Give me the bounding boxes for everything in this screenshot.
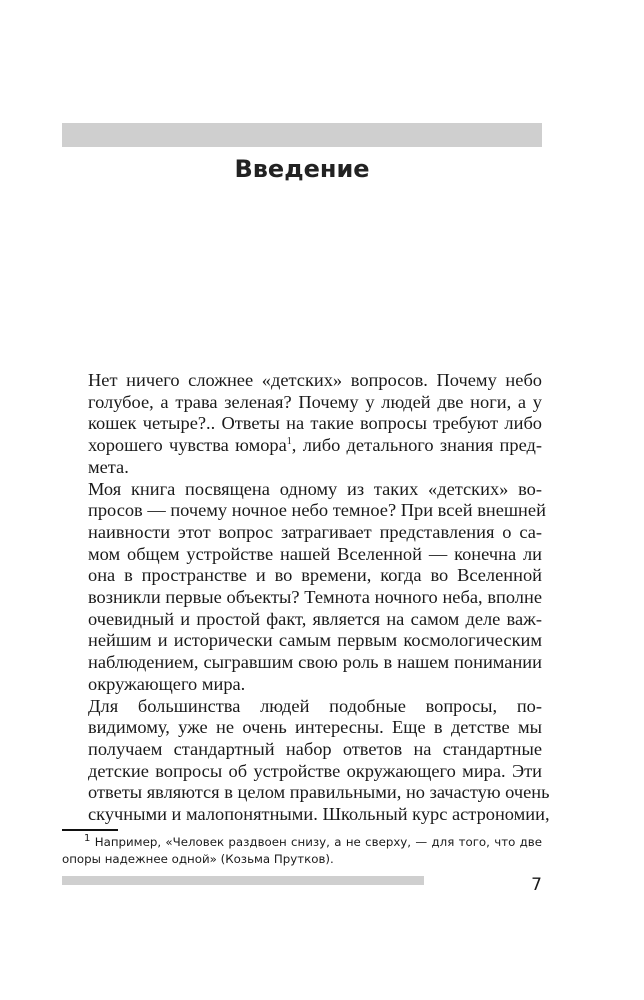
text-line: просов — почему ночное небо темное? При всей внешней: [88, 500, 546, 521]
text-line: детские вопросы об устройстве окружающего мира. Эти: [88, 760, 542, 781]
text-fragment: , либо детального знания пред-: [291, 435, 542, 456]
footnote-mark: 1: [84, 833, 91, 845]
header-bar: [62, 123, 542, 147]
text-line: Для большинства людей подобные вопросы, по-: [88, 695, 542, 716]
footnote-reference[interactable]: 1: [286, 435, 292, 447]
body-text: [62, 370, 550, 826]
text-line: видимому, уже не очень интересны. Еще в детстве мы: [88, 717, 542, 738]
paragraph-2: [62, 478, 546, 696]
footnote-text: Например, «Человек раздвоен снизу, а не сверху, — для того, что две: [94, 835, 543, 849]
text-line: наблюдением, сыгравшим свою роль в нашем понимании: [88, 652, 542, 673]
text-line: голубое, а трава зеленая? Почему у людей две ноги, а у: [88, 391, 542, 412]
text-line: наивности этот вопрос затрагивает представления о са-: [88, 521, 542, 542]
text-fragment: хорошего чувства юмора: [88, 435, 287, 456]
footer-bar: [62, 876, 424, 885]
footnote-line: [62, 834, 542, 851]
text-line: окружающего мира.: [88, 673, 246, 694]
paragraph-1: [62, 370, 542, 479]
text-line: мом общем устройстве нашей Вселенной — конечна ли: [88, 543, 542, 564]
text-line: мета.: [88, 456, 129, 477]
chapter-title: Введение: [234, 155, 370, 183]
text-line: скучными и малопонятными. Школьный курс астрономии,: [88, 804, 550, 825]
text-line: она в пространстве и во времени, когда во Вселенной: [88, 565, 542, 586]
text-line: Нет ничего сложнее «детских» вопросов. Почему небо: [88, 370, 542, 390]
text-line: [62, 435, 542, 457]
text-line: очевидный и простой факт, является на самом деле важ-: [88, 608, 542, 629]
text-line: нейшим и исторически самым первым космологическим: [88, 630, 542, 651]
text-line: возникли первые объекты? Темнота ночного неба, вполне: [88, 587, 542, 608]
footnote: [62, 834, 542, 868]
text-line: кошек четыре?.. Ответы на такие вопросы требуют либо: [88, 413, 542, 434]
footnote-rule: [62, 829, 118, 831]
footnote-line: опоры надежнее одной» (Козьма Прутков).: [62, 852, 334, 866]
page-number: 7: [531, 875, 542, 895]
text-line: ответы являются в целом правильными, но зачастую очень: [88, 782, 550, 803]
text-line: Моя книга посвящена одному из таких «детских» во-: [88, 478, 542, 499]
text-line: получаем стандартный набор ответов на стандартные: [88, 738, 542, 759]
paragraph-3: [62, 695, 550, 826]
